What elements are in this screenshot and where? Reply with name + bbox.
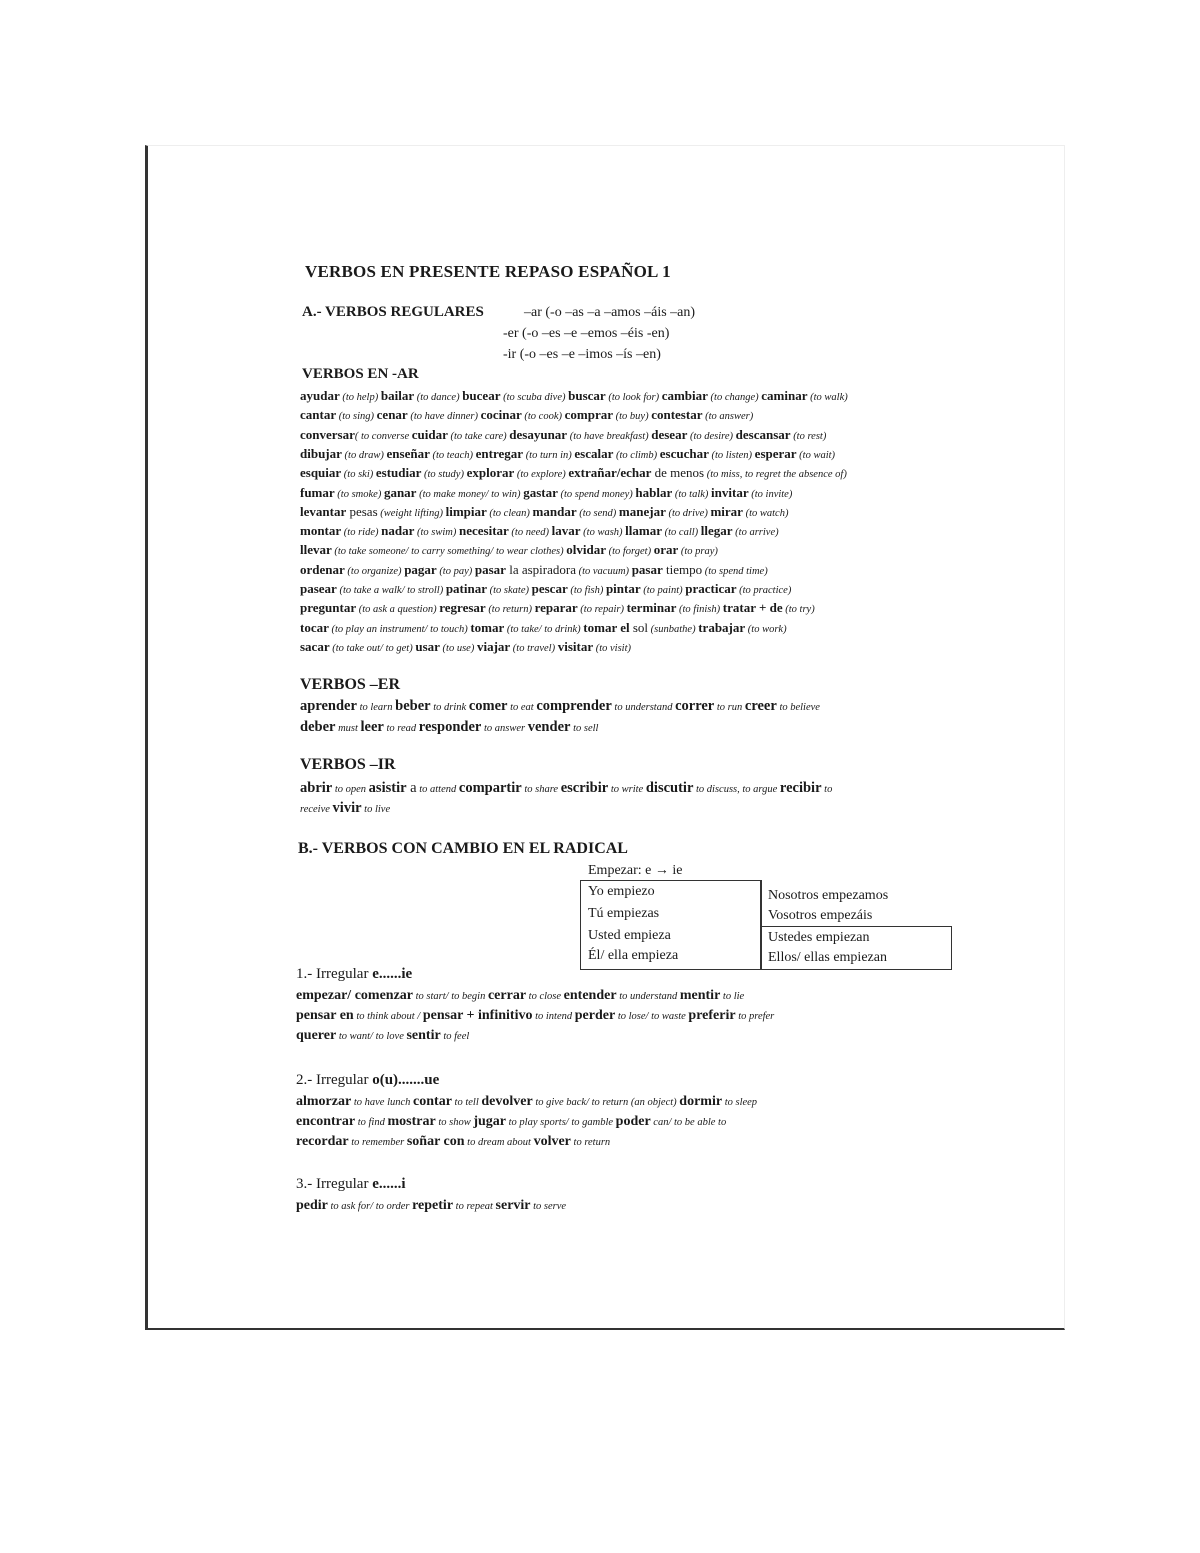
verb: visitar [557, 638, 594, 654]
verb: enseñar [386, 445, 430, 461]
verb: cerrar [487, 988, 527, 1003]
group-heading-pattern: o(u).......ue [372, 1072, 440, 1088]
translation: (to answer) [702, 411, 754, 423]
verb: patinar [445, 581, 487, 596]
translation: to feel [440, 1031, 470, 1042]
er-verbs-heading: VERBOS –ER [300, 676, 401, 693]
translation: (to explore) [514, 469, 569, 481]
ar-verb-line [300, 562, 768, 578]
translation: to ask for/ to order [327, 1201, 413, 1212]
verb-text: a [406, 780, 417, 796]
translation: (to cook) [521, 411, 565, 423]
verb: recordar [296, 1134, 349, 1149]
ar-verb-line [300, 465, 847, 481]
translation: (to listen) [708, 449, 755, 461]
translation: to serve [530, 1201, 567, 1212]
translation: to understand [611, 702, 676, 713]
verb: manejar [618, 503, 666, 519]
translation: (to skate) [487, 585, 532, 596]
verb: desear [651, 426, 688, 442]
verb: lavar [551, 523, 581, 539]
ar-verb-line [300, 542, 718, 558]
verb: leer [360, 719, 384, 735]
verb: pescar [531, 581, 568, 596]
verb: fumar [300, 484, 335, 500]
translation: to believe [776, 702, 820, 713]
verb: explorar [466, 465, 515, 481]
translation: (to help) [339, 392, 381, 403]
translation: (to pray) [678, 546, 718, 558]
page-title: VERBOS EN PRESENTE REPASO ESPAÑOL 1 [305, 262, 671, 281]
translation: must [335, 723, 361, 734]
translation: to dream about [464, 1137, 534, 1148]
translation: (to visit) [593, 642, 632, 654]
group-heading [296, 1072, 439, 1089]
ar-verb-line [300, 388, 848, 404]
verb: bailar [380, 388, 415, 403]
translation: to sell [570, 723, 599, 734]
translation: (to scuba dive) [500, 392, 569, 403]
verb: descansar [735, 426, 791, 442]
ar-verb-line [300, 581, 791, 597]
group-heading [296, 1176, 406, 1193]
translation: (to fish) [567, 585, 606, 596]
verb: contar [413, 1094, 452, 1109]
translation: to show [435, 1117, 474, 1128]
group-heading-label: 1.- Irregular [296, 966, 373, 982]
translation: (to spend time) [702, 565, 768, 577]
verb: pensar en [296, 1008, 354, 1023]
translation: to [821, 784, 833, 795]
translation: (to take a walk/ to stroll) [336, 585, 446, 596]
verb: hablar [635, 484, 673, 500]
verb: poder [615, 1114, 651, 1129]
verb: orar [653, 542, 679, 558]
translation: (to play an instrument/ to touch) [328, 623, 471, 635]
translation: (to try) [782, 604, 815, 616]
translation: (to take out/ to get) [329, 642, 416, 654]
verb: recibir [779, 780, 822, 796]
verb: volver [533, 1134, 571, 1149]
verb: asistir [368, 780, 407, 796]
verb: pedir [296, 1198, 328, 1213]
verb-text: la aspiradora [505, 561, 576, 577]
verb: limpiar [445, 503, 487, 519]
translation: (to dance) [414, 392, 463, 403]
translation: to play sports/ to gamble [506, 1117, 616, 1128]
translation: (to have breakfast) [567, 430, 652, 442]
translation: (to desire) [687, 430, 736, 442]
translation: (to swim) [414, 527, 459, 539]
ar-verbs-heading: VERBOS EN -AR [302, 366, 419, 382]
verb: responder [418, 719, 482, 735]
verb: tocar [300, 619, 329, 635]
er-verb-line [300, 698, 820, 715]
verb: cocinar [480, 407, 522, 423]
verb: cantar [300, 407, 337, 423]
verb: tratar + de [722, 600, 783, 616]
verb: creer [744, 698, 777, 714]
ar-endings: –ar (-o –as –a –amos –áis –an) [524, 305, 696, 320]
verb: soñar con [406, 1134, 465, 1149]
verb: entregar [475, 445, 524, 461]
translation: (to talk) [672, 488, 712, 500]
translation: (to study) [421, 469, 467, 481]
verb: empezar/ comenzar [296, 988, 413, 1003]
verb-text: tiempo [662, 561, 703, 577]
stem-change-line [296, 1008, 774, 1024]
verb: necesitar [458, 523, 509, 539]
verb: levantar [300, 503, 347, 519]
group-heading-pattern: e......ie [372, 966, 413, 982]
cell-nosotros: Nosotros empezamos [768, 888, 889, 903]
translation: to lie [720, 991, 745, 1002]
verb: servir [495, 1198, 531, 1213]
verb: jugar [473, 1114, 506, 1129]
group-heading-label: 2.- Irregular [296, 1072, 373, 1088]
ar-verb-line [300, 407, 753, 423]
translation: (to miss, to regret the absence of) [704, 469, 847, 481]
translation: (to look for) [605, 392, 662, 403]
cell-yo: Yo empiezo [588, 884, 655, 899]
translation: (to paint) [640, 585, 686, 596]
translation: (to drive) [665, 507, 711, 519]
translation: (to clean) [486, 507, 533, 519]
table-divider [760, 880, 761, 926]
ar-verb-line [300, 600, 815, 616]
translation: receive [300, 804, 333, 815]
translation: to lose/ to waste [615, 1011, 689, 1022]
translation: (to make money/ to win) [416, 488, 524, 500]
translation: to understand [616, 991, 680, 1002]
verb: vender [527, 719, 571, 735]
verb: escribir [560, 780, 609, 796]
verb: pasar [631, 561, 663, 577]
translation: to learn [356, 702, 396, 713]
verb: devolver [481, 1094, 533, 1109]
verb: deber [300, 719, 336, 735]
verb: ganar [383, 484, 417, 500]
verb: desayunar [509, 426, 568, 442]
verb: mostrar [387, 1114, 436, 1129]
verb: conversar [300, 426, 355, 442]
verb: cuidar [411, 426, 448, 442]
verb: llevar [300, 542, 332, 558]
verb: pagar [404, 561, 437, 577]
translation: (to ask a question) [356, 604, 440, 616]
translation: (to return) [485, 604, 535, 616]
verb: ayudar [300, 388, 340, 403]
ar-verb-line [300, 485, 792, 501]
group-heading-label: 3.- Irregular [296, 1176, 373, 1192]
translation: (to walk) [807, 392, 848, 403]
verb: olvidar [566, 542, 606, 558]
verb: comprar [564, 407, 613, 423]
verb: beber [395, 698, 431, 714]
translation: to share [521, 784, 561, 795]
verb: buscar [568, 388, 606, 403]
ar-verb-line [300, 446, 835, 462]
translation: to repeat [453, 1201, 496, 1212]
translation: (to wash) [580, 527, 626, 539]
document-page [145, 145, 1065, 1330]
verb: encontrar [296, 1114, 356, 1129]
verb: usar [415, 638, 440, 654]
er-endings: -er (-o –es –e –emos –éis -en) [503, 326, 670, 341]
translation: (to invite) [748, 488, 793, 500]
er-verb-line [300, 719, 598, 736]
translation: can/ to be able to [650, 1117, 727, 1128]
verb: caminar [761, 388, 808, 403]
cell-ustedes: Ustedes empiezan [768, 930, 870, 945]
verb: pensar + infinitivo [422, 1008, 533, 1023]
verb: ordenar [300, 561, 345, 577]
verb: comer [468, 698, 508, 714]
verb: tomar [470, 619, 505, 635]
verb: preferir [688, 1008, 736, 1023]
ir-verbs-heading: VERBOS –IR [300, 756, 396, 773]
translation: to find [355, 1117, 388, 1128]
verb: sacar [300, 638, 330, 654]
verb: cenar [376, 407, 408, 423]
conjugation-table-caption: Empezar: e → ie [588, 863, 683, 878]
translation: (to wait) [796, 449, 836, 461]
ir-verb-line [300, 800, 390, 817]
verb: sentir [406, 1028, 441, 1043]
group-heading [296, 966, 412, 983]
translation: (to finish) [676, 604, 723, 616]
translation: (to draw) [341, 449, 387, 461]
ir-endings: -ir (-o –es –e –imos –ís –en) [503, 347, 661, 362]
verb: nadar [381, 523, 415, 539]
translation: to answer [481, 723, 528, 734]
cell-el-ella: Él/ ella empieza [588, 948, 679, 963]
translation: (to smoke) [334, 488, 384, 500]
verb: esperar [754, 445, 797, 461]
verb-text: pesas [346, 503, 378, 519]
stem-change-line [296, 1114, 726, 1130]
translation: to open [332, 784, 369, 795]
translation: (to forget) [605, 546, 654, 558]
verb: gastar [523, 484, 558, 500]
translation: (to pay) [436, 565, 475, 577]
verb: reparar [534, 600, 578, 616]
translation: (to rest) [790, 430, 827, 442]
translation: (to take someone/ to carry something/ to wear clothes) [331, 546, 567, 558]
ar-verb-line [300, 523, 779, 539]
verb: vivir [332, 800, 362, 816]
translation: (to teach) [429, 449, 476, 461]
translation: to eat [507, 702, 537, 713]
verb: pintar [605, 581, 641, 596]
verb: almorzar [296, 1094, 352, 1109]
translation: to discuss, to argue [693, 784, 780, 795]
verb: mirar [710, 503, 743, 519]
ar-verb-line [300, 504, 788, 520]
translation: to tell [451, 1097, 482, 1108]
verb: dibujar [300, 445, 342, 461]
translation: (to sing) [336, 411, 377, 423]
translation: to read [383, 723, 419, 734]
translation: (to spend money) [557, 488, 636, 500]
verb: querer [296, 1028, 337, 1043]
translation: to attend [416, 784, 459, 795]
ar-verb-line [300, 639, 631, 655]
translation: (to call) [662, 527, 701, 539]
translation: to return [570, 1137, 611, 1148]
verb: practicar [685, 581, 737, 596]
verb: mentir [679, 988, 721, 1003]
verb: comprender [536, 698, 612, 714]
translation: (to turn in) [523, 449, 575, 461]
translation: (weight lifting) [377, 507, 446, 519]
translation: to give back/ to return (an object) [532, 1097, 680, 1108]
cell-ellos-ellas: Ellos/ ellas empiezan [768, 950, 887, 965]
verb: extrañar/echar [568, 465, 652, 481]
translation: (to have dinner) [407, 411, 481, 423]
ir-verb-line [300, 780, 832, 797]
stem-change-line [296, 1094, 757, 1110]
translation: (to ski) [341, 469, 376, 481]
translation: to intend [532, 1011, 575, 1022]
translation: to live [361, 804, 391, 815]
verb: preguntar [300, 600, 357, 616]
verb-text: sol [629, 619, 649, 635]
group-heading-pattern: e......i [372, 1176, 406, 1192]
translation: to drink [430, 702, 469, 713]
translation: to have lunch [351, 1097, 414, 1108]
verb: cambiar [661, 388, 708, 403]
verb: escuchar [659, 445, 709, 461]
translation: (to work) [745, 623, 787, 635]
translation: (sunbathe) [648, 623, 699, 635]
translation: (to travel) [510, 642, 558, 654]
translation: (to arrive) [732, 527, 779, 539]
verb: bucear [462, 388, 501, 403]
translation: to sleep [722, 1097, 758, 1108]
verb-text: de menos [651, 465, 705, 481]
cell-vosotros: Vosotros empezáis [768, 908, 873, 923]
verb: trabajar [698, 619, 746, 635]
translation: ( to converse [354, 430, 412, 442]
translation: (to take/ to drink) [504, 623, 584, 635]
verb: terminar [626, 600, 677, 616]
translation: to close [526, 991, 564, 1002]
translation: to start/ to begin [413, 991, 488, 1002]
verb: pasear [300, 581, 337, 596]
verb: discutir [645, 780, 694, 796]
verb: abrir [300, 780, 333, 796]
verb: regresar [439, 600, 486, 616]
translation: (to buy) [613, 411, 652, 423]
translation: (to watch) [742, 507, 789, 519]
verb: contestar [651, 407, 703, 423]
verb: viajar [476, 638, 511, 654]
cell-tu: Tú empiezas [588, 906, 660, 921]
verb: esquiar [300, 465, 342, 481]
section-b-heading: B.- VERBOS CON CAMBIO EN EL RADICAL [298, 840, 628, 857]
stem-change-line [296, 988, 744, 1004]
verb: dormir [679, 1094, 723, 1109]
translation: (to organize) [344, 565, 405, 577]
verb: llegar [700, 523, 733, 539]
verb: perder [574, 1008, 616, 1023]
verb: aprender [300, 698, 357, 714]
translation: to prefer [735, 1011, 775, 1022]
ar-verb-line [300, 427, 826, 443]
translation: (to climb) [613, 449, 660, 461]
verb: repetir [412, 1198, 454, 1213]
translation: (to ride) [341, 527, 382, 539]
verb: correr [675, 698, 715, 714]
translation: to want/ to love [336, 1031, 407, 1042]
verb: tomar el [583, 619, 630, 635]
translation: to think about / [353, 1011, 423, 1022]
verb: compartir [458, 780, 522, 796]
verb: pasar [474, 561, 506, 577]
translation: (to change) [707, 392, 762, 403]
translation: (to take care) [447, 430, 510, 442]
stem-change-line [296, 1134, 610, 1150]
translation: (to practice) [736, 585, 792, 596]
translation: (to vacuum) [575, 565, 632, 577]
cell-usted: Usted empieza [588, 928, 671, 943]
verb: montar [300, 523, 342, 539]
stem-change-line [296, 1198, 566, 1214]
translation: to remember [348, 1137, 407, 1148]
verb: llamar [625, 523, 662, 539]
section-a-heading: A.- VERBOS REGULARES [302, 304, 484, 320]
verb: invitar [711, 484, 749, 500]
translation: (to need) [508, 527, 552, 539]
verb: entender [563, 988, 617, 1003]
verb: estudiar [375, 465, 422, 481]
verb: mandar [532, 503, 577, 519]
translation: (to use) [439, 642, 477, 654]
verb: escalar [574, 445, 614, 461]
translation: to write [608, 784, 646, 795]
translation: to run [714, 702, 745, 713]
translation: (to send) [576, 507, 619, 519]
translation: (to repair) [577, 604, 627, 616]
ar-verb-line [300, 620, 787, 636]
stem-change-line [296, 1028, 469, 1044]
